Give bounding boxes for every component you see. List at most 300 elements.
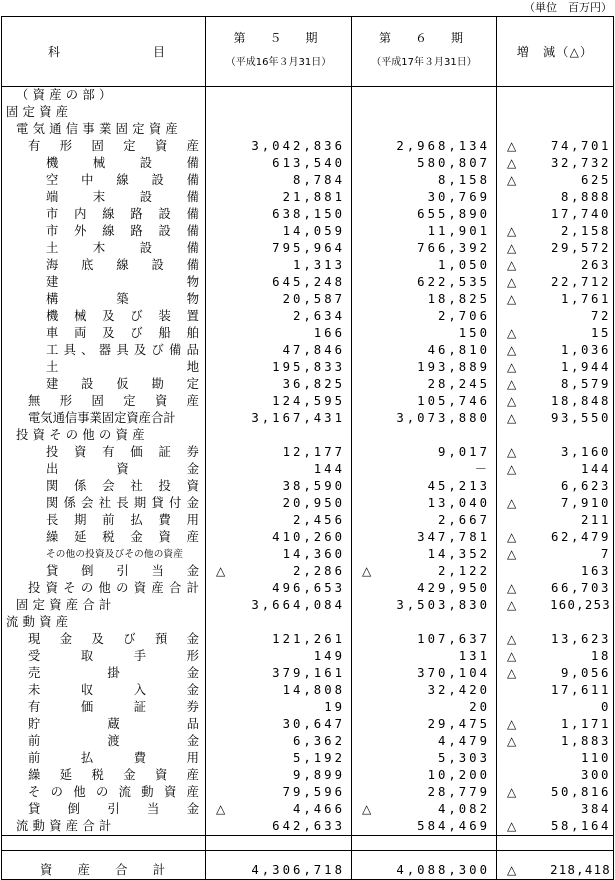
row-label-cell (2, 716, 206, 733)
label-char: 資 (40, 863, 53, 877)
period-6-cell-value: 20 (469, 700, 490, 714)
change-cell-value: 1,036 (560, 343, 611, 357)
change-cell (497, 733, 614, 750)
label-char: 定 (186, 377, 199, 391)
period-5-cell-value: 638,150 (272, 207, 345, 221)
label-char: 底 (81, 258, 94, 272)
row-label (28, 699, 199, 716)
change-cell (497, 291, 614, 308)
label-char: の (95, 785, 109, 799)
table-row (2, 427, 614, 444)
row-label (28, 733, 199, 750)
period-6-cell-value: 107,637 (417, 632, 490, 646)
label-char: 受 (28, 649, 41, 663)
row-label-cell (2, 682, 206, 699)
period-6-cell (352, 325, 497, 342)
row-label: （資産の部） (16, 88, 116, 102)
negative-marker: △ (507, 156, 517, 170)
label-char: 金 (59, 632, 73, 646)
period-6-cell-value: 5,303 (437, 751, 490, 765)
label-char: 土 (46, 360, 59, 374)
change-cell (497, 648, 614, 665)
label-char: 築 (116, 292, 129, 306)
row-label (46, 512, 199, 529)
label-char: 備 (186, 173, 199, 187)
label-char: 路 (130, 224, 143, 238)
label-char: 資 (154, 139, 168, 153)
period-6-cell (352, 189, 497, 206)
change-cell-value: 625 (580, 173, 611, 187)
label-char: 定 (123, 139, 136, 153)
negative-marker: △ (362, 564, 372, 578)
period-6-cell (352, 444, 497, 461)
row-label-cell (2, 410, 206, 427)
table-row (2, 87, 614, 105)
negative-marker: △ (507, 377, 517, 391)
row-label-cell (2, 155, 206, 172)
row-label-cell (2, 87, 206, 105)
table-row (2, 359, 614, 376)
period-6-cell-value: 3,503,830 (396, 598, 490, 612)
period-5-cell-value: 79,596 (282, 785, 345, 799)
table-row (2, 495, 614, 512)
label-char: 費 (158, 513, 171, 527)
period-6-cell (352, 750, 497, 767)
table-row (2, 580, 614, 597)
period-5-cell-value: 21,881 (282, 190, 345, 204)
label-char: 合 (115, 863, 128, 877)
period-6-cell (352, 87, 497, 105)
table-row (2, 546, 614, 563)
table-row (2, 818, 614, 836)
period-6-cell (352, 733, 497, 750)
period-6-cell (352, 155, 497, 172)
row-label (28, 393, 199, 410)
label-char: 用 (186, 751, 199, 765)
period-5-cell-value: 12,177 (282, 445, 345, 459)
label-char: 金 (186, 734, 199, 748)
period-6-cell-value: 10,200 (427, 768, 490, 782)
table-row (2, 121, 614, 138)
label-char: 延 (59, 768, 73, 782)
change-cell-value: 0 (600, 700, 611, 714)
period-5-cell (206, 784, 352, 801)
row-label-cell (2, 478, 206, 495)
header-row (2, 17, 614, 87)
label-char: 当 (147, 802, 160, 816)
table-row (2, 699, 614, 716)
period-5-cell (206, 223, 352, 240)
header-account (2, 17, 206, 87)
negative-marker: △ (507, 496, 517, 510)
row-label-cell (2, 665, 206, 682)
label-char: 価 (80, 700, 94, 714)
change-cell (497, 138, 614, 155)
row-label (46, 376, 199, 393)
label-char: 長 (116, 496, 129, 510)
row-label (28, 682, 199, 699)
period-5-cell (206, 716, 352, 733)
label-char: 備 (186, 241, 199, 255)
change-cell (497, 631, 614, 648)
label-char: 建 (46, 275, 59, 289)
header-period-5 (206, 17, 352, 87)
change-cell-value: 22,712 (550, 275, 611, 289)
period-6-cell (352, 801, 497, 818)
period-5-cell-value: 9,899 (292, 768, 345, 782)
period-5-cell-value: 3,167,431 (251, 411, 345, 425)
label-char: 売 (28, 666, 41, 680)
change-cell-value: 58,164 (550, 819, 611, 833)
table-row (2, 291, 614, 308)
period-6-cell-value: － (474, 462, 490, 476)
label-char: 、 (81, 343, 94, 357)
period-5-cell (206, 155, 352, 172)
period-5-cell (206, 563, 352, 580)
period-6-cell-value: 46,810 (427, 343, 490, 357)
change-cell (497, 767, 614, 784)
negative-marker: △ (507, 292, 517, 306)
period-5-cell (206, 478, 352, 495)
label-char: 関 (46, 496, 59, 510)
unit-label: （単位 百万円） (524, 1, 612, 14)
change-cell-value: 1,944 (560, 360, 611, 374)
table-row (2, 206, 614, 223)
label-char: 産 (151, 581, 164, 595)
row-label (28, 801, 199, 818)
change-cell (497, 682, 614, 699)
table-row (2, 733, 614, 750)
label-char: 税 (91, 768, 104, 782)
period-5-cell (206, 529, 352, 546)
change-cell-value: 1,761 (560, 292, 611, 306)
total-period-5-cell (206, 851, 352, 880)
negative-marker: △ (507, 632, 517, 646)
label-char: 備 (186, 224, 199, 238)
label-char: の (50, 785, 63, 799)
row-label (46, 155, 199, 172)
period-5-cell-value: 144 (313, 462, 345, 476)
period-6-cell-value: 13,040 (427, 496, 490, 510)
change-cell-value: 263 (580, 258, 611, 272)
balance-sheet-table (1, 16, 614, 880)
table-row (2, 240, 614, 257)
label-char: 預 (154, 632, 168, 646)
row-label (28, 750, 199, 767)
change-cell (497, 427, 614, 444)
label-char: 付 (169, 496, 182, 510)
label-char: 他 (98, 581, 111, 595)
change-cell (497, 580, 614, 597)
label-char: 有 (102, 445, 115, 459)
period-5-cell (206, 648, 352, 665)
negative-marker: △ (507, 258, 517, 272)
period-6-cell (352, 478, 497, 495)
period-6-cell (352, 291, 497, 308)
change-cell (497, 801, 614, 818)
period-6-cell-value: 29,475 (427, 717, 490, 731)
label-char: 市 (46, 207, 59, 221)
period-5-cell-value: 496,653 (272, 581, 345, 595)
label-char: 倒 (67, 802, 80, 816)
row-label: 固定資産 (6, 105, 73, 119)
period-6-cell (352, 393, 497, 410)
change-cell (497, 495, 614, 512)
table-row (2, 767, 614, 784)
negative-marker: △ (507, 581, 517, 595)
period-6-cell (352, 223, 497, 240)
period-5-cell (206, 410, 352, 427)
period-6-cell-value: 11,901 (427, 224, 490, 238)
label-char: 動 (141, 785, 154, 799)
period-5-cell (206, 376, 352, 393)
spacer-row (2, 836, 614, 851)
table-row (2, 614, 614, 631)
negative-marker: △ (507, 819, 517, 833)
period-5-cell-value: 3,664,084 (251, 598, 345, 612)
label-char: 空 (46, 173, 59, 187)
label-char: 貯 (28, 717, 41, 731)
row-label (40, 856, 165, 880)
period-6-cell-value: 28,245 (427, 377, 490, 391)
period-5-cell-value: 30,647 (282, 717, 345, 731)
table-row (2, 750, 614, 767)
label-char: 中 (81, 173, 94, 187)
period-6-cell (352, 665, 497, 682)
period-5-cell (206, 342, 352, 359)
period-5-cell (206, 665, 352, 682)
header-period-6 (352, 17, 497, 87)
change-cell-value: 1,171 (560, 717, 611, 731)
label-char: 木 (92, 241, 106, 255)
label-char: 金 (130, 530, 143, 544)
label-char: 産 (186, 139, 199, 153)
change-cell (497, 444, 614, 461)
period-6-cell-value: 32,420 (427, 683, 490, 697)
change-cell-value: 72 (590, 309, 611, 323)
row-label (28, 716, 199, 733)
period-5-cell (206, 631, 352, 648)
row-label (46, 444, 199, 461)
period-6-cell-value: 584,469 (417, 819, 490, 833)
label-char: 資 (45, 581, 58, 595)
label-char: 内 (74, 207, 87, 221)
period-6-cell (352, 614, 497, 631)
row-label: 電気通信事業固定資産 (16, 122, 183, 136)
period-6-cell-value: 622,535 (417, 275, 490, 289)
label-char: 社 (98, 496, 112, 510)
period-6-cell (352, 240, 497, 257)
row-label-cell (2, 427, 206, 444)
change-cell-value: 2,158 (560, 224, 611, 238)
label-char: 固 (91, 139, 104, 153)
negative-marker: △ (507, 139, 517, 153)
table-row (2, 631, 614, 648)
label-char: 構 (46, 292, 59, 306)
period-6-cell (352, 563, 497, 580)
label-char: 市 (46, 224, 59, 238)
label-char: び (130, 309, 143, 323)
change-cell (497, 665, 614, 682)
period-6-cell (352, 716, 497, 733)
label-char: 地 (186, 360, 199, 374)
period-5-cell-value: 19 (324, 700, 345, 714)
period-5-cell (206, 767, 352, 784)
label-char: 両 (74, 326, 87, 340)
label-char: 金 (123, 768, 136, 782)
change-cell-value: 7 (600, 547, 611, 561)
total-change-cell-value: 218,418 (550, 863, 611, 877)
label-char: 貸 (28, 802, 41, 816)
label-char: 払 (80, 751, 94, 765)
negative-marker: △ (507, 598, 517, 612)
period-5-cell (206, 87, 352, 105)
period-6-cell-value: 370,104 (417, 666, 490, 680)
change-cell (497, 308, 614, 325)
negative-marker: △ (507, 173, 517, 187)
row-label-cell (2, 325, 206, 342)
negative-marker: △ (507, 394, 517, 408)
row-label-cell (2, 206, 206, 223)
period-6-cell (352, 767, 497, 784)
row-label (28, 784, 199, 801)
label-char: 貸 (46, 564, 59, 578)
label-char: 券 (186, 445, 199, 459)
label-char: 有 (28, 139, 41, 153)
label-char: 固 (91, 394, 104, 408)
label-char: 未 (28, 683, 41, 697)
label-char: そ (63, 581, 76, 595)
period-5-cell (206, 733, 352, 750)
period-5-cell (206, 138, 352, 155)
row-label (46, 478, 199, 495)
period-6-cell-value: 3,073,880 (396, 411, 490, 425)
change-cell (497, 342, 614, 359)
label-char: 渡 (107, 734, 120, 748)
label-char: 設 (81, 377, 94, 391)
label-char: 物 (186, 275, 199, 289)
label-char: 備 (186, 190, 199, 204)
negative-marker: △ (507, 343, 517, 357)
label-char: 用 (186, 513, 199, 527)
period-5-cell-value: 5,192 (292, 751, 345, 765)
spacer-cell (206, 836, 352, 851)
table-row (2, 410, 614, 427)
change-cell (497, 121, 614, 138)
period-6-cell-value: 766,392 (417, 241, 490, 255)
change-cell (497, 478, 614, 495)
label-char: 形 (186, 649, 199, 663)
label-char: 資 (154, 394, 168, 408)
period-5-cell-value: 20,587 (282, 292, 345, 306)
row-label-cell (2, 189, 206, 206)
table-row (2, 784, 614, 801)
table-row (2, 189, 614, 206)
label-char: 勘 (151, 377, 164, 391)
label-char: び (151, 343, 164, 357)
label-char: 係 (74, 479, 87, 493)
row-label-cell (2, 461, 206, 478)
label-char: 費 (133, 751, 147, 765)
label-char: 設 (151, 258, 164, 272)
label-char: 現 (28, 632, 41, 646)
label-char: 計 (152, 863, 165, 877)
row-label-cell (2, 801, 206, 818)
period-5-cell (206, 444, 352, 461)
label-char: 取 (80, 649, 94, 663)
label-char: 置 (186, 309, 199, 323)
row-label-cell (2, 580, 206, 597)
period-5-cell (206, 495, 352, 512)
label-char: 備 (169, 343, 182, 357)
label-char: 収 (80, 683, 94, 697)
row-label (46, 223, 199, 240)
change-cell-value: 211 (580, 513, 611, 527)
spacer-cell (2, 836, 206, 851)
change-cell-value: 17,611 (550, 683, 611, 697)
label-char: 船 (158, 326, 171, 340)
period-5-cell-value: 2,456 (292, 513, 345, 527)
negative-marker: △ (507, 863, 517, 877)
total-change-cell (497, 851, 614, 880)
change-cell (497, 359, 614, 376)
change-cell (497, 512, 614, 529)
label-char: 機 (46, 156, 59, 170)
label-char: 金 (186, 802, 199, 816)
row-label (46, 308, 199, 325)
period-6-cell-value: 45,213 (427, 479, 490, 493)
spacer-cell (352, 836, 497, 851)
change-cell-value: 62,479 (550, 530, 611, 544)
period-6-cell (352, 172, 497, 189)
change-cell-value: 7,910 (560, 496, 611, 510)
label-char: 掛 (107, 666, 120, 680)
label-char: 前 (28, 751, 41, 765)
label-char: 定 (123, 394, 136, 408)
table-row (2, 563, 614, 580)
label-char: 装 (158, 309, 171, 323)
period-6-cell (352, 410, 497, 427)
label-char: 海 (46, 258, 59, 272)
period-5-cell (206, 104, 352, 121)
row-label-cell (2, 393, 206, 410)
label-char: 払 (130, 513, 143, 527)
negative-marker: △ (507, 326, 517, 340)
period-6-cell (352, 699, 497, 716)
change-cell-value: 163 (580, 564, 611, 578)
change-cell-value: 15 (590, 326, 611, 340)
row-label: 流動資産合計 (16, 819, 116, 833)
period-6-cell (352, 546, 497, 563)
label-char: 土 (46, 241, 59, 255)
period-5-cell (206, 172, 352, 189)
row-label-cell (2, 172, 206, 189)
label-char: 券 (186, 700, 199, 714)
change-cell (497, 716, 614, 733)
change-cell (497, 223, 614, 240)
change-cell-value: 300 (580, 768, 611, 782)
row-label: 投資その他の資産 (16, 428, 149, 442)
negative-marker: △ (216, 802, 226, 816)
label-char: 線 (102, 224, 115, 238)
period-5-cell (206, 682, 352, 699)
label-char: 産 (186, 785, 199, 799)
label-char: 端 (46, 190, 59, 204)
label-char: 形 (59, 139, 73, 153)
row-label-cell (2, 818, 206, 836)
change-cell-value: 29,572 (550, 241, 611, 255)
period-5-cell (206, 580, 352, 597)
